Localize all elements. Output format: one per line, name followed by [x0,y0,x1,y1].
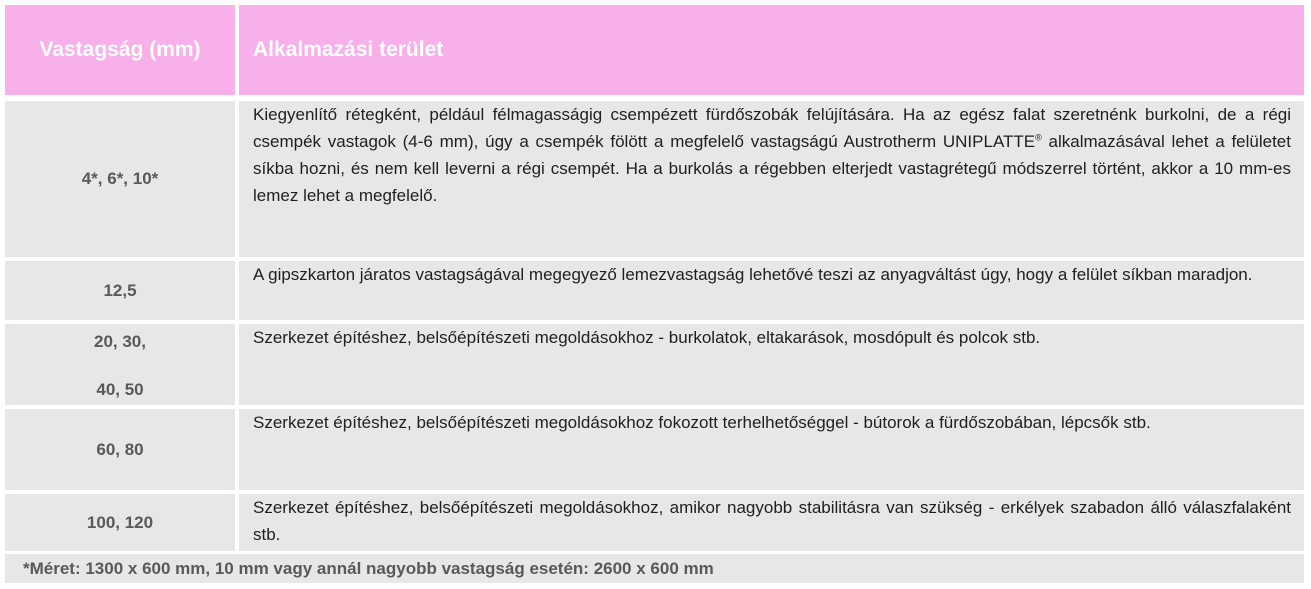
thickness-value-line1: 20, 30, [94,332,146,351]
thickness-cell [5,494,235,551]
thickness-cell [5,261,235,320]
table-row [5,261,1304,320]
footnote-text: *Méret: 1300 x 600 mm, 10 mm vagy annál nagyobb vastagság esetén: 2600 x 600 mm [23,559,714,578]
table-header-row [5,5,1304,95]
application-cell [239,324,1304,405]
header-application-cell [239,5,1304,95]
thickness-application-table [5,5,1304,583]
header-application-label: Alkalmazási terület [253,38,444,61]
thickness-value: 4*, 6*, 10* [81,169,159,188]
thickness-cell [5,101,235,257]
header-thickness-cell [5,5,235,95]
application-cell [239,409,1304,490]
thickness-cell [5,409,235,490]
thickness-value: 60, 80 [96,439,144,459]
application-cell [239,494,1304,551]
application-text-continued: alkalmazásával lehet a felületet síkba hozni, és nem kell leverni a régi csempét. Ha a burkolás a régebben elterjedt vastagrétegű módszerrel történt, akkor a 10 mm-es lemez lehet a megfelelő. [253,132,1291,205]
application-text: Szerkezet építéshez, belsőépítészeti megoldásokhoz fokozott terhelhetőséggel - bútorok a fürdőszobában, lépcsők stb. [253,413,1151,432]
application-text: Szerkezet építéshez, belsőépítészeti megoldásokhoz, amikor nagyobb stabilitásra van szükség - erkélyek szabadon álló válaszfalaként stb. [253,498,1291,544]
table-row [5,409,1304,490]
thickness-value-line2: 40, 50 [96,380,144,399]
thickness-value: 12,5 [103,280,137,300]
table-row [5,101,1304,257]
thickness-value: 100, 120 [86,512,154,532]
application-text: Kiegyenlítő rétegként, például félmagasságig csempézett fürdőszobák felújítására. Ha az egész falat szeretnénk burkolni, de a régi csempék vastagok (4-6 mm), úgy a csempék fölött a megfelelő vastagságú Austrotherm UNIPLATTE [253,105,1291,151]
thickness-cell [5,324,235,405]
footnote [5,554,1304,583]
application-cell [239,261,1304,320]
registered-mark: ® [1035,132,1042,143]
table-row [5,324,1304,405]
application-text: A gipszkarton járatos vastagságával megegyező lemezvastagság lehetővé teszi az anyagváltást úgy, hogy a felület síkban maradjon. [253,265,1253,284]
application-cell [239,101,1304,257]
header-thickness-label: Vastagság (mm) [39,38,201,61]
table-row [5,494,1304,551]
application-text: Szerkezet építéshez, belsőépítészeti megoldásokhoz - burkolatok, eltakarások, mosdópult és polcok stb. [253,328,1041,347]
